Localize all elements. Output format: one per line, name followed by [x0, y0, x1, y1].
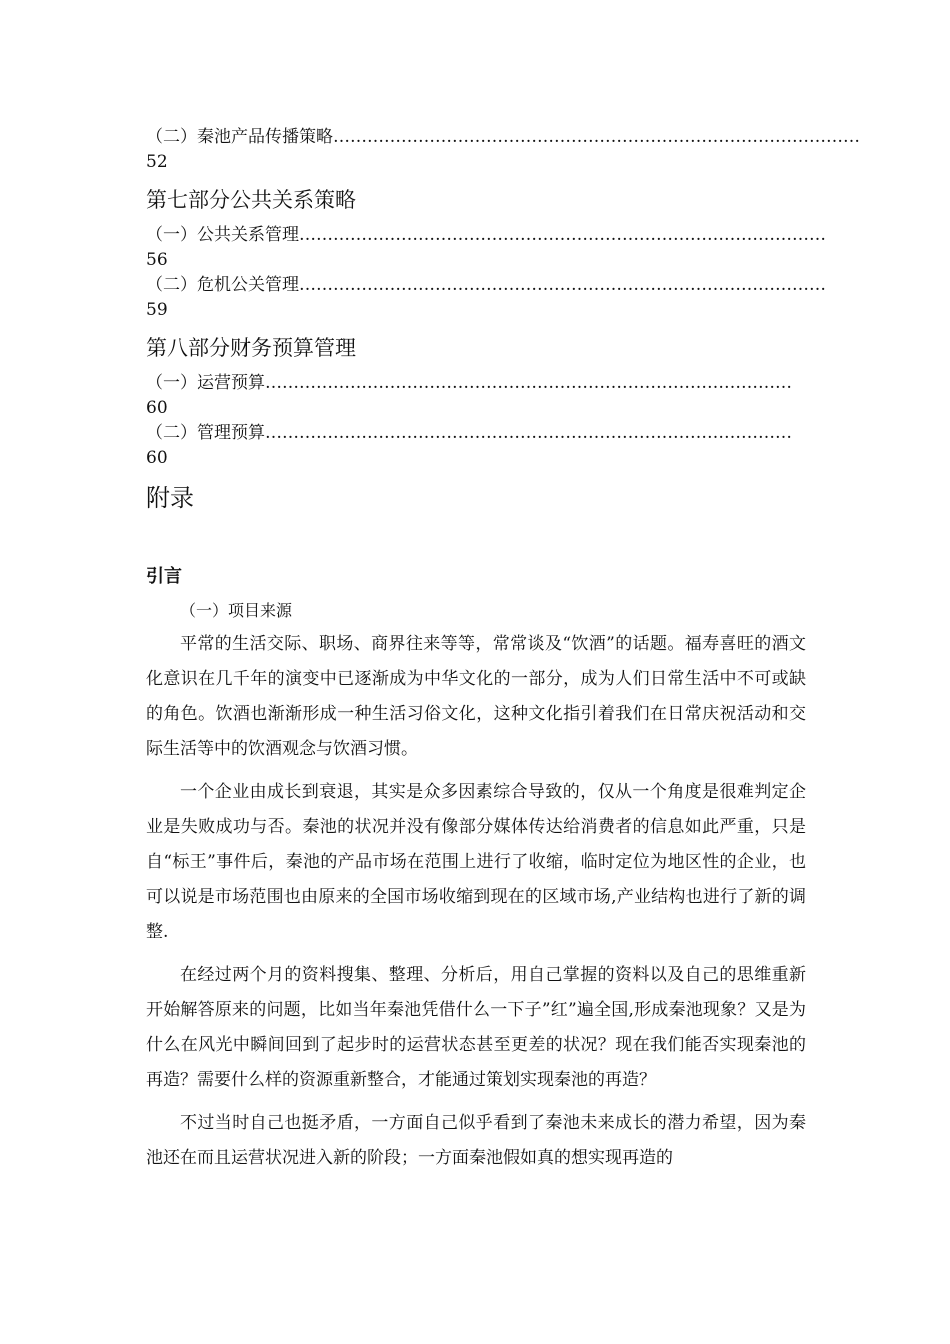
paragraph: 在经过两个月的资料搜集、整理、分析后，用自己掌握的资料以及自己的思维重新开始解答原来的问题，比如当年秦池凭借什么一下子”红”遍全国,形成秦池现象？又是为什么在风光中瞬间回到了起步时的运营状态甚至更差的状况？现在我们能否实现秦池的再造？需要什么样的资源重新整合，才能通过策划实现秦池的再造？ [146, 965, 806, 1090]
toc-part-heading[interactable]: 第七部分公共关系策略 [146, 188, 356, 212]
toc-entry[interactable] [146, 272, 826, 322]
toc-entry[interactable] [146, 370, 806, 420]
toc-page-number: 52 [146, 152, 168, 172]
toc-entry-label: （二）管理预算 [146, 423, 265, 443]
toc-entry-label: （一）公共关系管理 [146, 225, 299, 245]
paragraph: 一个企业由成长到衰退，其实是众多因素综合导致的，仅从一个角度是很难判定企业是失败成功与否。秦池的状况并没有像部分媒体传达给消费者的信息如此严重，只是自“标王”事件后，秦池的产品市场在范围上进行了收缩，临时定位为地区性的企业，也可以说是市场范围也由原来的全国市场收缩到现在的区域市场,产业结构也进行了新的调整. [146, 782, 806, 942]
toc-entry[interactable] [146, 222, 826, 272]
toc-page-number: 60 [146, 448, 168, 468]
toc-page-number: 59 [146, 300, 168, 320]
toc-entry-label: （一）运营预算 [146, 373, 265, 393]
paragraph: 平常的生活交际、职场、商界往来等等，常常谈及“饮酒”的话题。福寿喜旺的酒文化意识在几千年的演变中已逐渐成为中华文化的一部分，成为人们日常生活中不可或缺的角色。饮酒也渐渐形成一种生活习俗文化，这种文化指引着我们在日常庆祝活动和交际生活等中的饮酒观念与饮酒习惯。 [146, 634, 806, 759]
toc-leader-dots: ………………………………………………………………………………… [299, 275, 826, 295]
section-title: 引言 [146, 566, 182, 587]
toc-appendix-heading[interactable]: 附录 [146, 484, 194, 512]
toc-page-number: 60 [146, 398, 168, 418]
body-text [146, 627, 806, 1184]
toc-entry-label: （二）秦池产品传播策略 [146, 127, 333, 147]
toc-entry-label: （二）危机公关管理 [146, 275, 299, 295]
toc-leader-dots: ………………………………………………………………………………… [265, 423, 792, 443]
toc-entry[interactable] [146, 124, 860, 174]
toc-part-heading[interactable]: 第八部分财务预算管理 [146, 336, 356, 360]
toc-leader-dots: ………………………………………………………………………………… [333, 127, 860, 147]
toc-entry[interactable] [146, 420, 806, 470]
toc-leader-dots: ………………………………………………………………………………… [299, 225, 826, 245]
section-subheading: （一）项目来源 [180, 601, 293, 620]
paragraph: 不过当时自己也挺矛盾，一方面自己似乎看到了秦池未来成长的潜力希望，因为秦池还在而且运营状况进入新的阶段；一方面秦池假如真的想实现再造的 [146, 1113, 806, 1168]
table-of-contents [146, 124, 860, 514]
toc-leader-dots: ………………………………………………………………………………… [265, 373, 792, 393]
toc-page-number: 56 [146, 250, 168, 270]
